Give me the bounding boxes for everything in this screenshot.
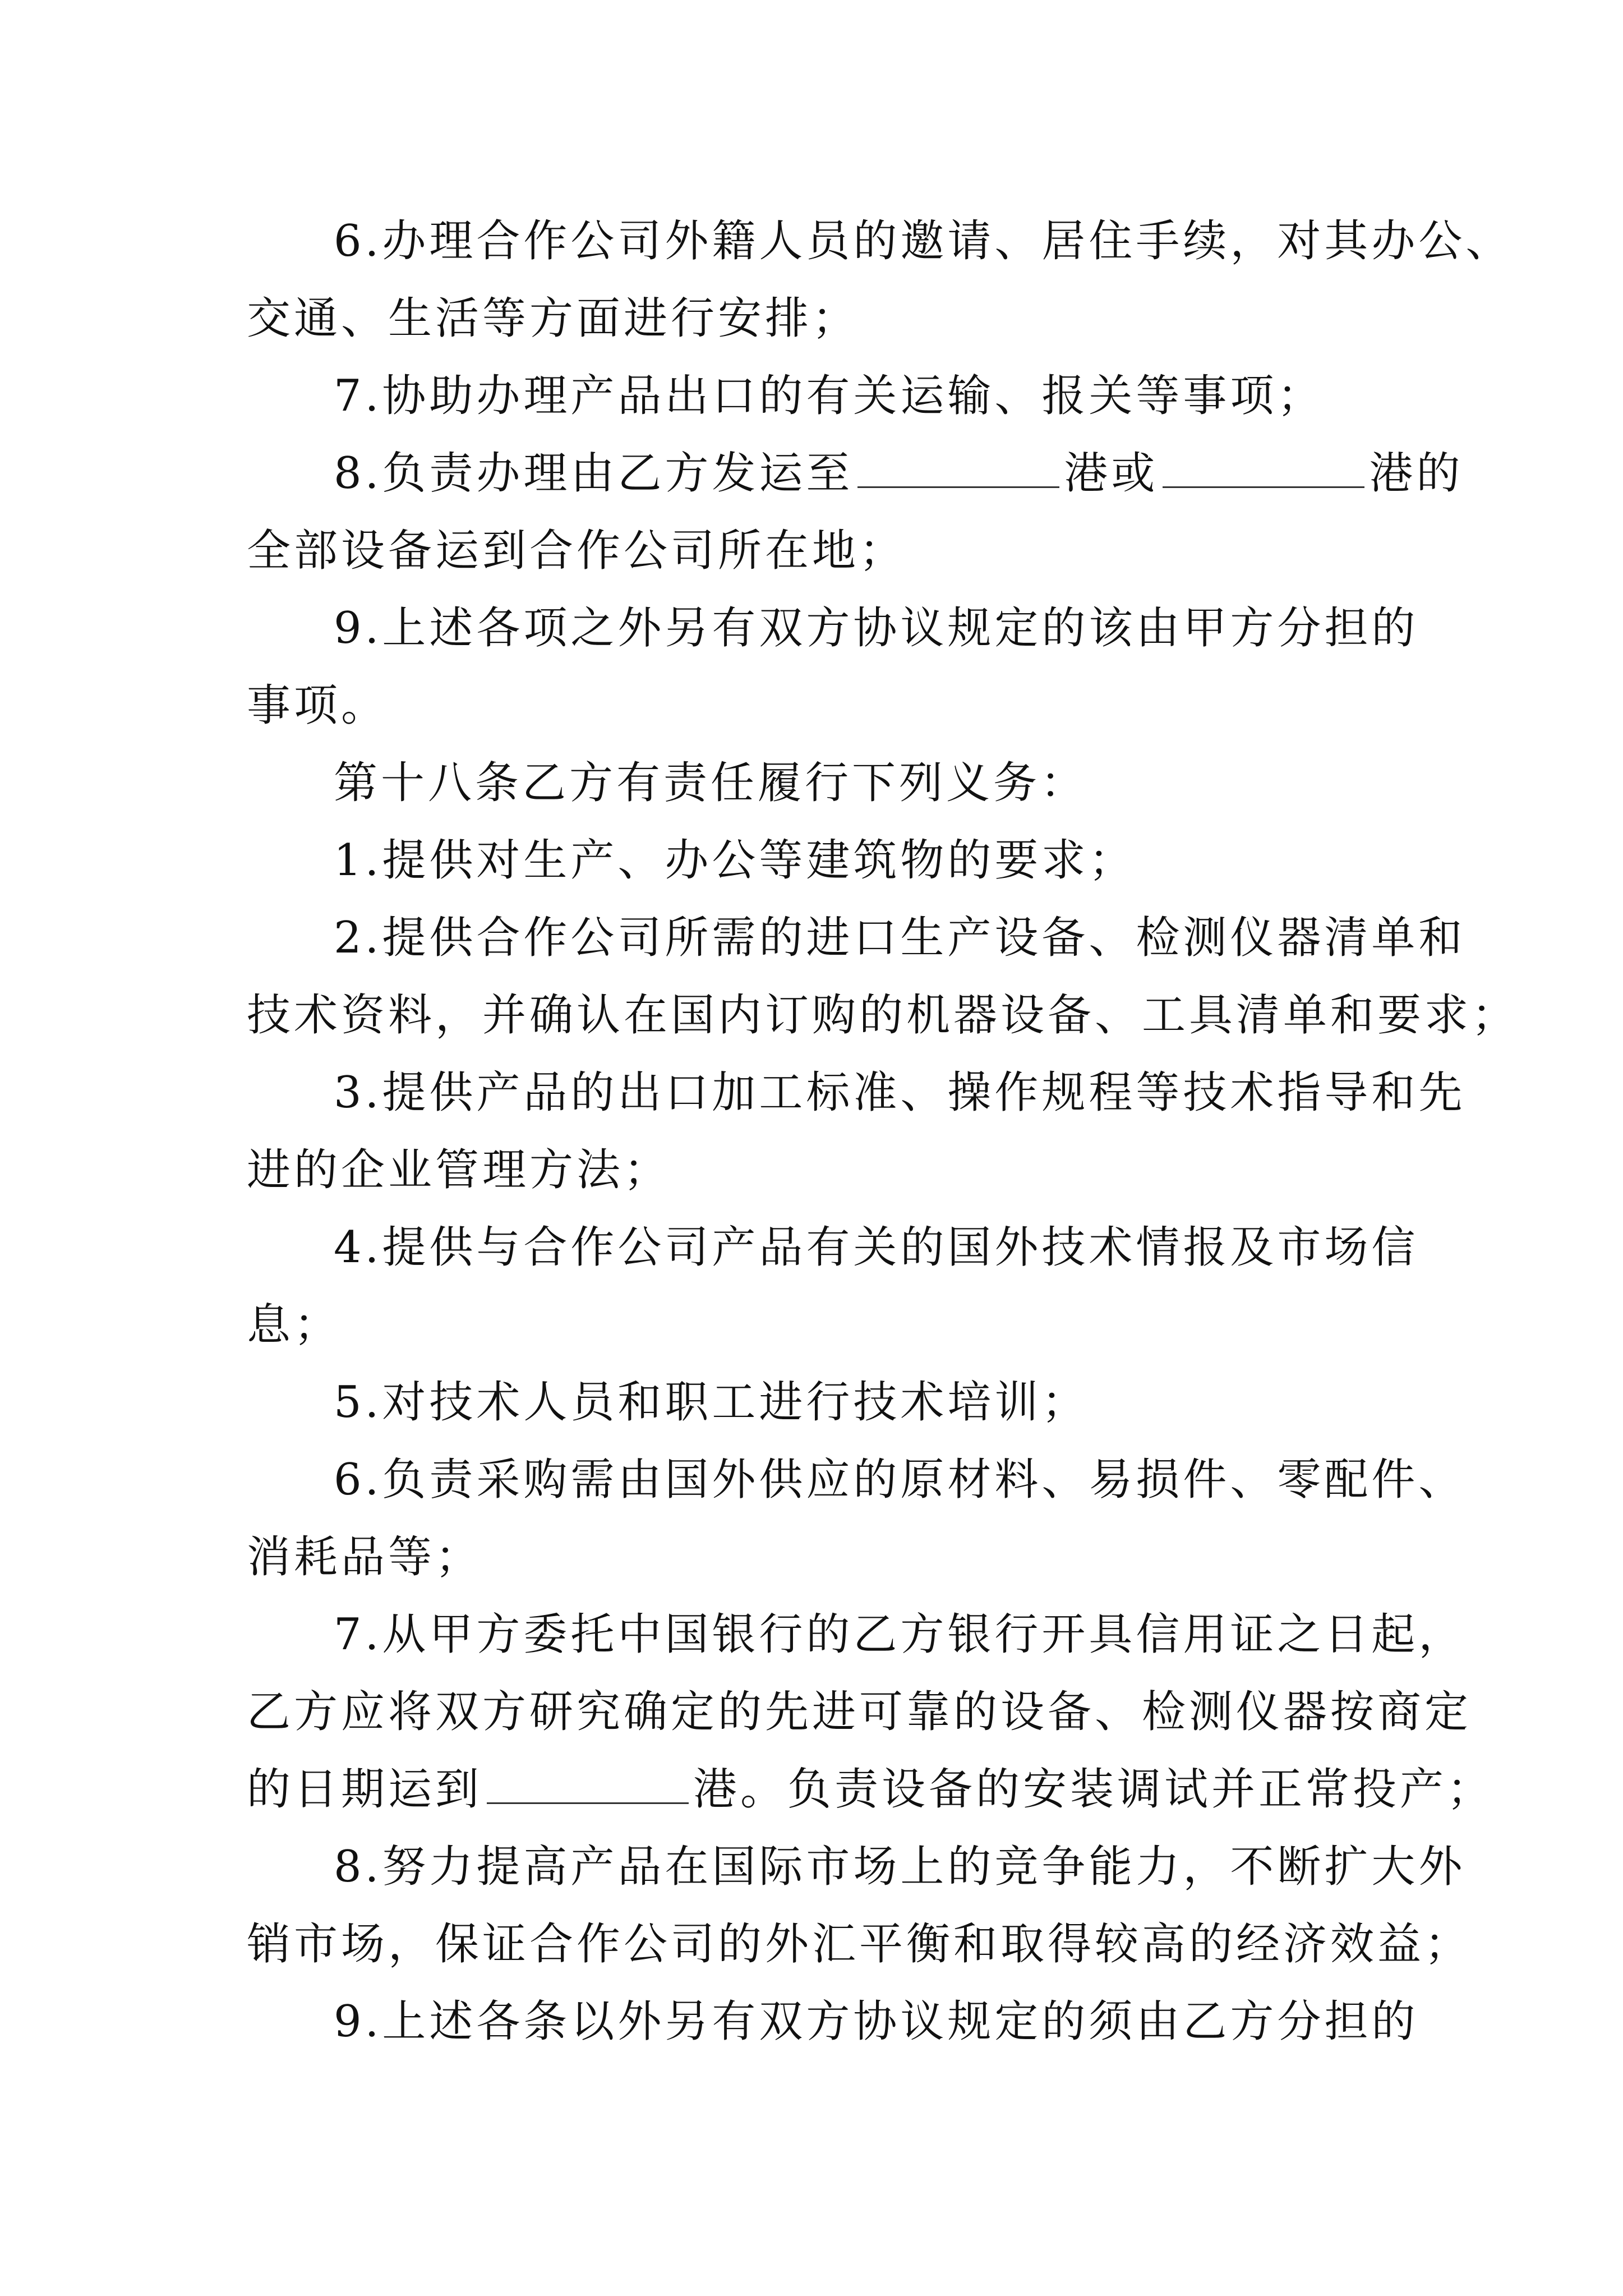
paragraph-line: 6.负责采购需由国外供应的原材料、易损件、零配件、 — [334, 1455, 1466, 1505]
paragraph-line: 全部设备运到合作公司所在地； — [247, 526, 907, 576]
paragraph-line: 交通、生活等方面进行安排； — [247, 293, 860, 344]
port-blank-3 — [487, 1763, 689, 1804]
paragraph-line: 6.办理合作公司外籍人员的邀请、居住手续，对其办公、 — [334, 216, 1513, 266]
paragraph-line: 息； — [247, 1300, 342, 1350]
paragraph-line: 8.努力提高产品在国际市场上的竞争能力，不断扩大外 — [334, 1842, 1466, 1892]
paragraph-line: 技术资料，并确认在国内订购的机器设备、工具清单和要求； — [247, 990, 1519, 1041]
paragraph-line: 事项。 — [247, 680, 389, 731]
paragraph-line: 乙方应将双方研究确定的先进可靠的设备、检测仪器按商定 — [247, 1687, 1472, 1737]
paragraph-line — [334, 445, 1464, 501]
paragraph-line: 9.上述各项之外另有双方协议规定的该由甲方分担的 — [334, 603, 1419, 654]
paragraph-line: 5.对技术人员和职工进行技术培训； — [334, 1377, 1089, 1428]
text-segment: 港或 — [1064, 448, 1159, 499]
paragraph-line: 7.从甲方委托中国银行的乙方银行开具信用证之日起， — [334, 1609, 1466, 1660]
port-blank-2 — [1163, 447, 1364, 488]
paragraph-line — [247, 1761, 1495, 1818]
text-segment: 港的 — [1369, 448, 1464, 499]
paragraph-line: 7.协助办理产品出口的有关运输、报关等事项； — [334, 371, 1325, 421]
paragraph-line: 2.提供合作公司所需的进口生产设备、检测仪器清单和 — [334, 913, 1466, 963]
article-heading: 第十八条乙方有责任履行下列义务： — [334, 758, 1088, 808]
paragraph-line: 销市场，保证合作公司的外汇平衡和取得较高的经济效益； — [247, 1919, 1472, 1970]
paragraph-line: 3.提供产品的出口加工标准、操作规程等技术指导和先 — [334, 1068, 1466, 1118]
text-segment: 8.负责办理由乙方发运至 — [334, 448, 854, 499]
port-blank-1 — [857, 447, 1059, 488]
paragraph-line: 4.提供与合作公司产品有关的国外技术情报及市场信 — [334, 1222, 1419, 1273]
paragraph-line: 9.上述各条以外另有双方协议规定的须由乙方分担的 — [334, 1996, 1419, 2047]
paragraph-line: 消耗品等； — [247, 1532, 483, 1582]
text-segment: 港。负责设备的安装调试并正常投产； — [693, 1764, 1495, 1815]
paragraph-line: 进的企业管理方法； — [247, 1145, 671, 1195]
text-segment: 的日期运到 — [247, 1764, 483, 1815]
paragraph-line: 1.提供对生产、办公等建筑物的要求； — [334, 835, 1136, 886]
